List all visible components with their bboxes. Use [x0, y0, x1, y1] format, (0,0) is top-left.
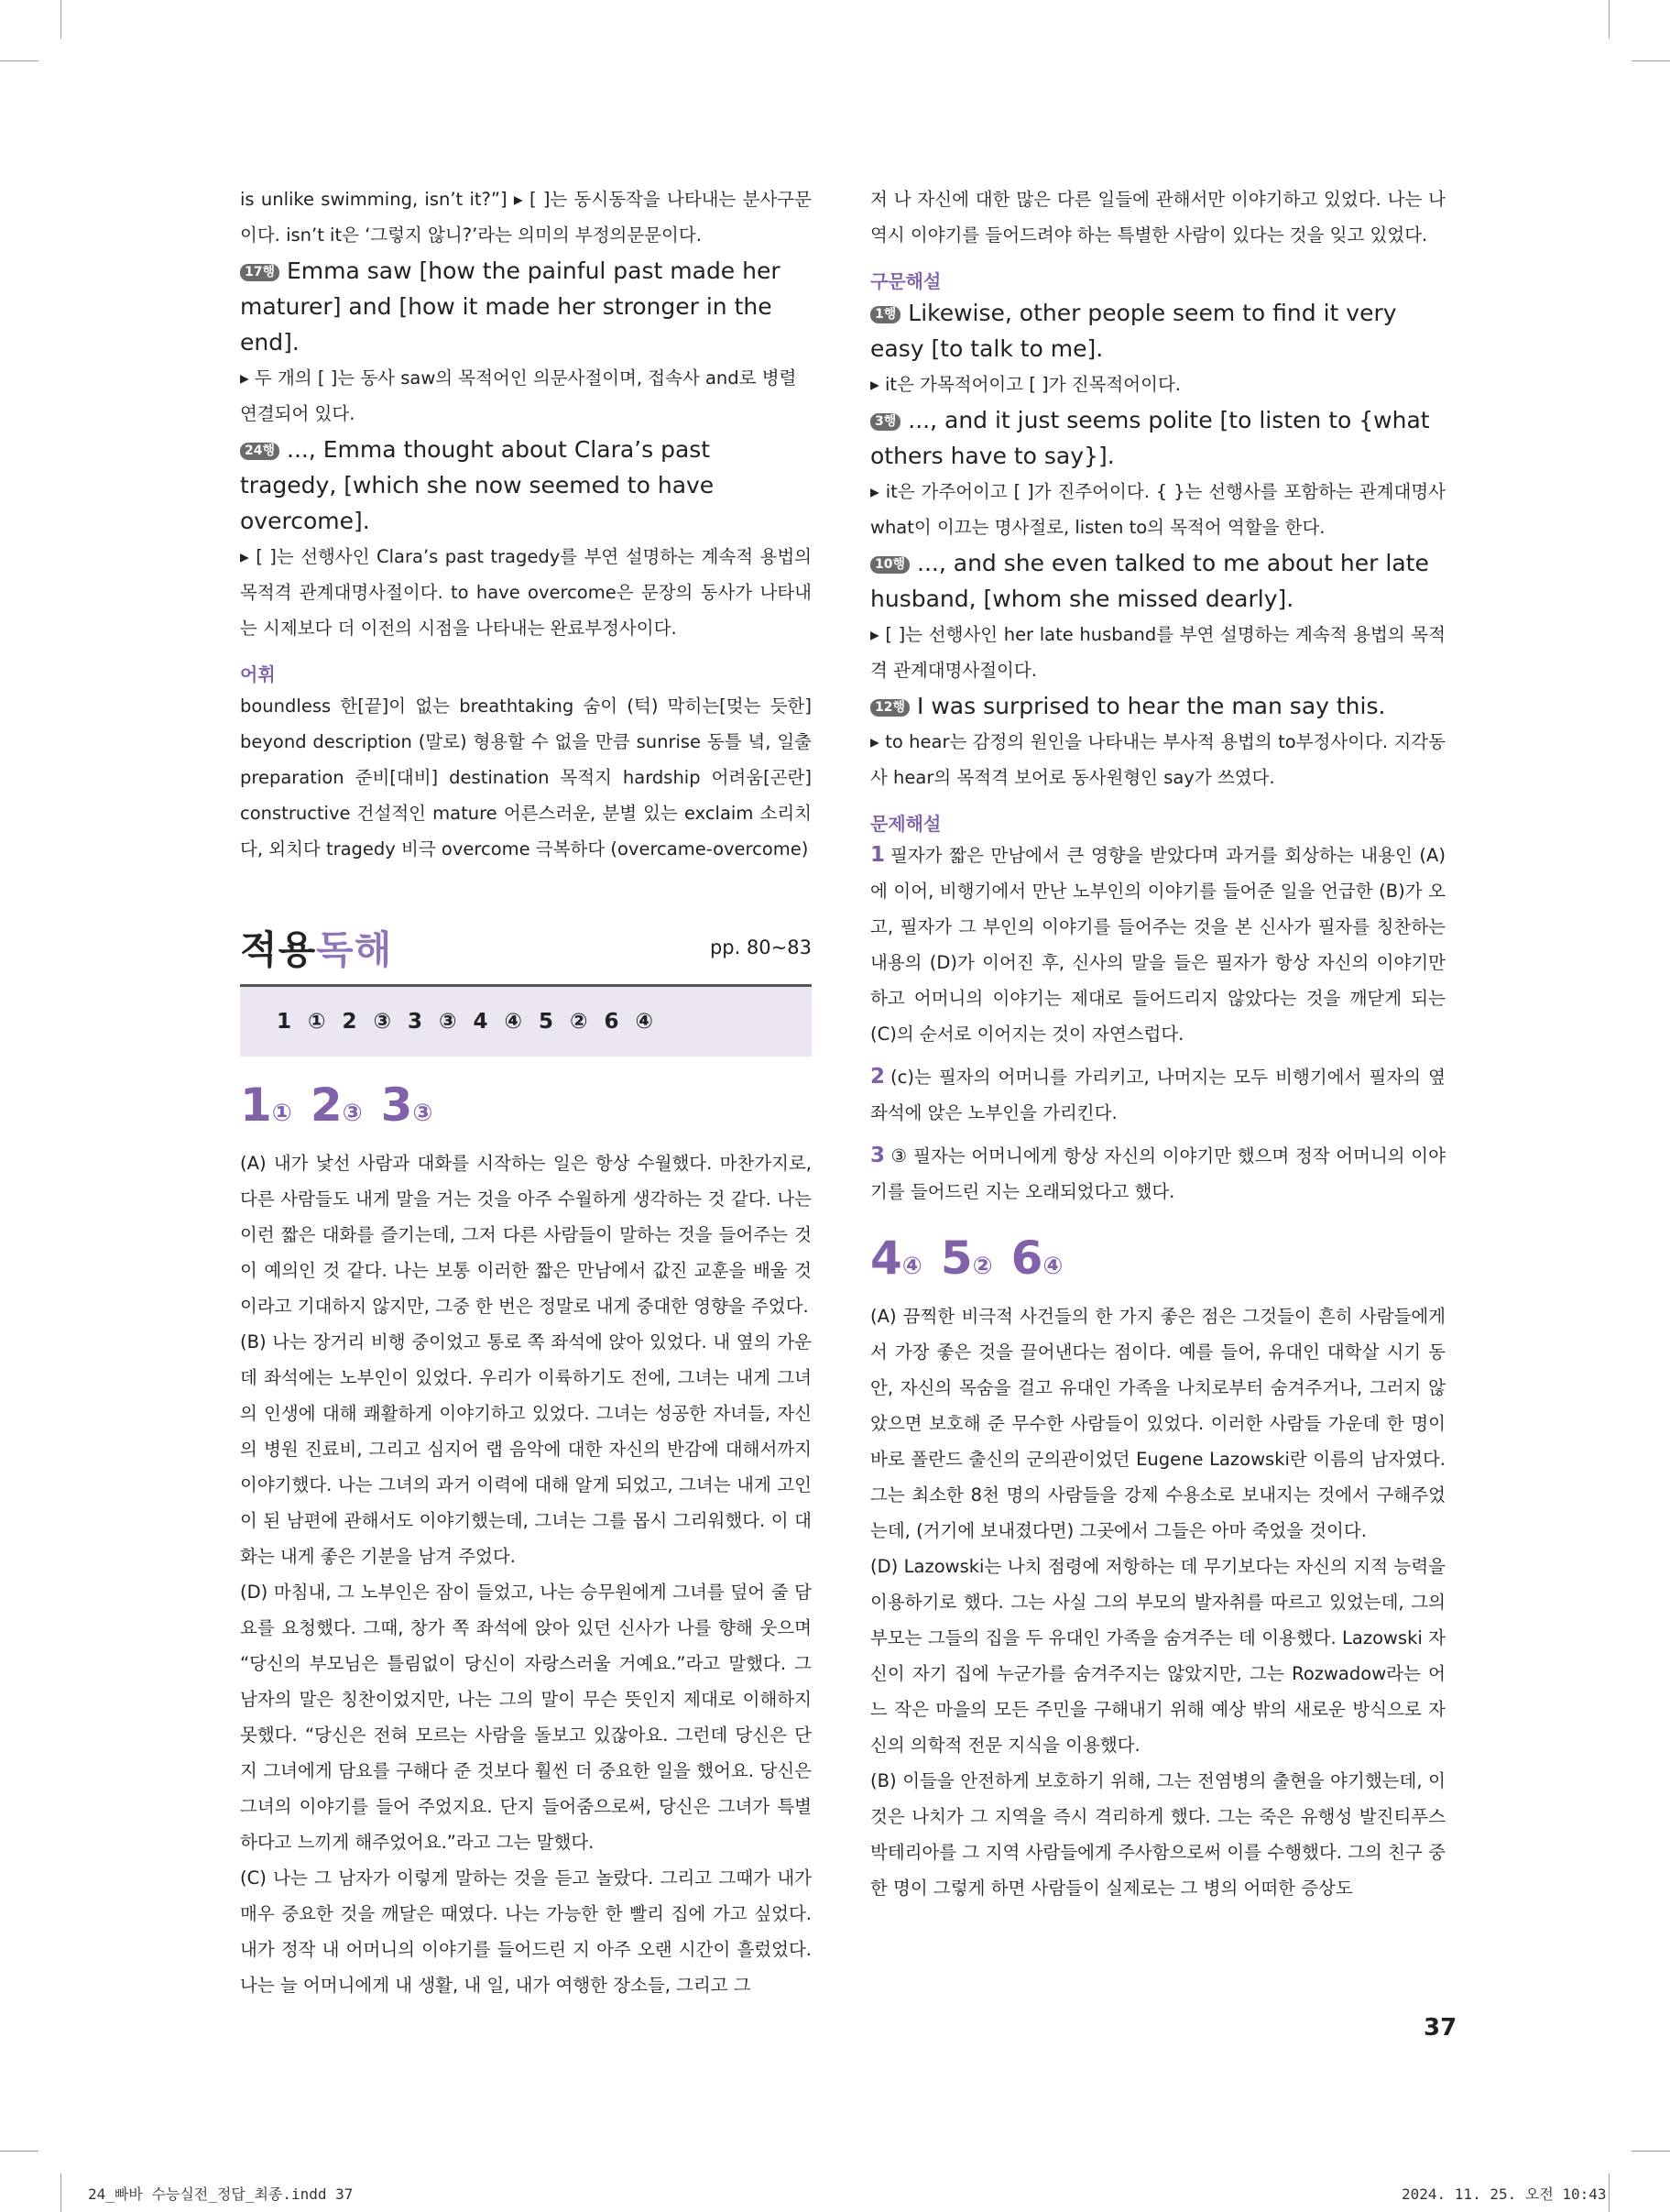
grammar-sentence: I was surprised to hear the man say this. [917, 693, 1386, 719]
translation-paragraph-b: (B) 나는 장거리 비행 중이었고 통로 쪽 좌석에 앉아 있었다. 내 옆의 가운데 좌석에는 노부인이 있었다. 우리가 이륙하기도 전에, 그녀는 내게 그녀의 인생에 대해 쾌활하게 이야기하고 있었다. 그녀는 성공한 자녀들, 자신의 병원 진료비, 그리고 심지어 랩 음악에 대한 자신의 반감에 대해서까지 이야기했다. 나는 그녀의 과거 이력에 대해 알게 되었고, 그녀는 내게 고인이 된 남편에 관해서도 이야기했는데, 그녀는 그를 몹시 그리워했다. 이 대화는 내게 좋은 기분을 남겨 주었다. [240, 1331, 812, 1567]
line-badge: 1행 [870, 306, 900, 323]
q-answer: ② [972, 1253, 993, 1280]
left-column [240, 181, 812, 2003]
translation-paragraph-d: (D) 마침내, 그 노부인은 잠이 들었고, 나는 승무원에게 그녀를 덮어 줄 담요를 요청했다. 그때, 창가 쪽 좌석에 앉아 있던 신사가 나를 향해 웃으며 “당신의 부모님은 틀림없이 당신이 자랑스러울 거예요.”라고 말했다. 그 남자의 말은 칭찬이었지만, 나는 그의 말이 무슨 뜻인지 제대로 이해하지 못했다. “당신은 전혀 모르는 사람을 돌보고 있잖아요. 그런데 당신은 단지 그녀에게 담요를 구해다 준 것보다 훨씬 더 중요한 일을 했어요. 당신은 그녀의 이야기를 들어 주었지요. 단지 들어줌으로써, 당신은 그녀가 특별하다고 느끼게 해주었어요.”라고 그는 말했다. [240, 1582, 812, 1853]
question-numbers [870, 1226, 1446, 1298]
grammar-note-continued: is unlike swimming, isn’t it?”] ▸ [ ]는 동시동작을 나타내는 분사구문이다. isn’t it은 ‘그렇지 않니?’라는 의미의 부정의문문이다. [240, 189, 812, 246]
grammar-item-17 [240, 253, 812, 360]
grammar-item-3 [870, 402, 1446, 474]
vocab-section-title: 어휘 [240, 663, 276, 685]
grammar-sentence: ..., Emma thought about Clara’s past tragedy, [which she now seemed to have overcome]. [240, 436, 715, 534]
explanation-section-title: 문제해설 [870, 813, 942, 835]
answer-number: 3 [870, 1144, 886, 1167]
grammar-item-24 [240, 432, 812, 539]
page-range: pp. 80~83 [709, 936, 812, 958]
answer-number: 1 [870, 843, 886, 867]
question-numbers [240, 1073, 812, 1145]
heading-part-2: 독해 [316, 927, 393, 972]
grammar-sentence: ..., and she even talked to me about her late husband, [whom she missed dearly]. [870, 550, 1429, 612]
crop-mark [1609, 0, 1610, 38]
line-badge: 3행 [870, 413, 900, 431]
answer-explanation-3 [870, 1138, 1446, 1210]
crop-mark [0, 60, 38, 61]
grammar-sentence: ..., and it just seems polite [to listen to {what others have to say}]. [870, 407, 1430, 469]
crop-mark [1632, 2151, 1670, 2152]
crop-mark [1632, 60, 1670, 61]
answer-explanation-2 [870, 1059, 1446, 1131]
q-number: 2 [310, 1079, 343, 1132]
crop-mark [60, 2174, 61, 2212]
answer-explanation-1 [870, 838, 1446, 1052]
grammar-sentence: Emma saw [how the painful past made her maturer] and [how it made her stronger in the end]. [240, 257, 780, 356]
q-number: 6 [1010, 1232, 1043, 1285]
q-number: 3 [380, 1079, 413, 1132]
grammar-explanation: ▸ to hear는 감정의 원인을 나타내는 부사적 용법의 to부정사이다. 지각동사 hear의 목적격 보어로 동사원형인 say가 쓰였다. [870, 731, 1446, 788]
grammar-explanation: ▸ [ ]는 선행사인 Clara’s past tragedy를 부연 설명하는 계속적 용법의 목적격 관계대명사절이다. to have overcome은 문장의 동사가 나타내는 시제보다 더 이전의 시점을 나타내는 완료부정사이다. [240, 546, 812, 639]
line-badge: 10행 [870, 556, 910, 574]
line-badge: 12행 [870, 699, 910, 717]
grammar-explanation: ▸ it은 가주어이고 [ ]가 진주어이다. { }는 선행사를 포함하는 관계대명사 what이 이끄는 명사절로, listen to의 목적어 역할을 한다. [870, 481, 1446, 538]
crop-mark [0, 2151, 38, 2152]
answer-text: ③ 필자는 어머니에게 항상 자신의 이야기만 했으며 정작 어머니의 이야기를 들어드린 지는 오래되었다고 했다. [870, 1145, 1446, 1202]
translation-continued: 저 나 자신에 대한 많은 다른 일들에 관해서만 이야기하고 있었다. 나는 나 역시 이야기를 들어드려야 하는 특별한 사람이 있다는 것을 잊고 있었다. [870, 189, 1446, 246]
grammar-explanation: ▸ it은 가목적어이고 [ ]가 진목적어이다. [870, 374, 1181, 395]
answer-text: (c)는 필자의 어머니를 가리키고, 나머지는 모두 비행기에서 필자의 옆 좌석에 앉은 노부인을 가리킨다. [870, 1067, 1446, 1123]
line-badge: 24행 [240, 443, 279, 460]
line-badge: 17행 [240, 264, 279, 281]
answer-number: 2 [870, 1065, 886, 1089]
footer-timestamp: 2024. 11. 25. 오전 10:43 [1402, 2185, 1607, 2203]
translation-paragraph-a2: (A) 끔찍한 비극적 사건들의 한 가지 좋은 점은 그것들이 흔히 사람들에게서 가장 좋은 것을 끌어낸다는 점이다. 예를 들어, 유대인 대학살 시기 동안, 자신의 목숨을 걸고 유대인 가족을 나치로부터 숨겨주거나, 그러지 않았으면 보호해 준 무수한 사람들이 있었다. 이러한 사람들 가운데 한 명이 바로 폴란드 출신의 군의관이었던 Eugene Lazowski란 이름의 남자였다. 그는 최소한 8천 명의 사람들을 강제 수용소로 보내지는 것에서 구해주었는데, (거기에 보내졌다면) 그곳에서 그들은 아마 죽었을 것이다. [870, 1306, 1446, 1541]
grammar-explanation: ▸ 두 개의 [ ]는 동사 saw의 목적어인 의문사절이며, 접속사 and로 병렬 연결되어 있다. [240, 367, 797, 424]
q-answer: ④ [901, 1253, 922, 1280]
grammar-explanation: ▸ [ ]는 선행사인 her late husband를 부연 설명하는 계속적 용법의 목적격 관계대명사절이다. [870, 624, 1446, 681]
translation-paragraph-c: (C) 나는 그 남자가 이렇게 말하는 것을 듣고 놀랐다. 그리고 그때가 내가 매우 중요한 것을 깨달은 때였다. 나는 가능한 한 빨리 집에 가고 싶었다. 내가 정작 내 어머니의 이야기를 들어드린 지 아주 오랜 시간이 흘렀었다. 나는 늘 어머니에게 내 생활, 내 일, 내가 여행한 장소들, 그리고 그 [240, 1867, 812, 1996]
crop-mark [60, 0, 61, 38]
heading-part-1: 적용 [240, 927, 317, 972]
crop-mark [1609, 2174, 1610, 2212]
q-number: 1 [240, 1079, 272, 1132]
q-answer: ④ [1042, 1253, 1064, 1280]
translation-paragraph-d2: (D) Lazowski는 나치 점령에 저항하는 데 무기보다는 자신의 지적 능력을 이용하기로 했다. 그는 사실 그의 부모의 발자취를 따르고 있었는데, 그의 부모는 그들의 집을 두 유대인 가족을 숨겨주는 데 이용했다. Lazowski 자신이 자기 집에 누군가를 숨겨주지는 않았지만, 그는 Rozwadow라는 어느 작은 마을의 모든 주민을 구해내기 위해 예상 밖의 새로운 방식으로 자신의 의학적 전문 지식을 이용했다. [870, 1556, 1446, 1756]
grammar-sentence: Likewise, other people seem to find it very easy [to talk to me]. [870, 300, 1397, 362]
q-number: 4 [870, 1232, 902, 1285]
page-number: 37 [1424, 2014, 1457, 2042]
footer-file-info: 24_빠바 수능실전_정답_최종.indd 37 [88, 2185, 354, 2203]
grammar-item-12 [870, 688, 1446, 724]
q-number: 5 [940, 1232, 973, 1285]
grammar-section-title: 구문해설 [870, 270, 942, 292]
translation-paragraph-a: (A) 내가 낯선 사람과 대화를 시작하는 일은 항상 수월했다. 마찬가지로, 다른 사람들도 내게 말을 거는 것을 아주 수월하게 생각하는 것 같다. 나는 이런 짧은 대화를 즐기는데, 그저 다른 사람들이 말하는 것을 들어주는 것이 예의인 것 같다. 나는 보통 이러한 짧은 만남에서 값진 교훈을 배울 것이라고 기대하지 않지만, 그중 한 번은 정말로 내게 중대한 영향을 주었다. [240, 1153, 812, 1317]
translation-paragraph-b2: (B) 이들을 안전하게 보호하기 위해, 그는 전염병의 출현을 야기했는데, 이것은 나치가 그 지역을 즉시 격리하게 했다. 그는 죽은 유행성 발진티푸스 박테리아를 그 지역 사람들에게 주사함으로써 이를 수행했다. 그의 친구 중 한 명이 그렇게 하면 사람들이 실제로는 그 병의 어떠한 증상도 [870, 1770, 1446, 1899]
q-answer: ③ [342, 1100, 363, 1127]
section-heading [240, 920, 812, 977]
q-answer: ③ [412, 1100, 433, 1127]
answer-key-bar: 1 ① 2 ③ 3 ③ 4 ④ 5 ② 6 ④ [240, 984, 812, 1057]
grammar-item-1 [870, 295, 1446, 367]
grammar-item-10 [870, 545, 1446, 617]
right-column [870, 181, 1446, 1906]
answer-text: 필자가 짧은 만남에서 큰 영향을 받았다며 과거를 회상하는 내용인 (A)에 이어, 비행기에서 만난 노부인의 이야기를 들어준 일을 언급한 (B)가 오고, 필자가 그 부인의 이야기를 들어주는 것을 본 신사가 필자를 칭찬하는 내용의 (D)가 이어진 후, 신사의 말을 들은 필자가 항상 자신의 이야기만 하고 어머니의 이야기는 제대로 들어드리지 않았다는 것을 깨닫게 되는 (C)의 순서로 이어지는 것이 자연스럽다. [870, 845, 1446, 1045]
vocab-list: boundless 한[끝]이 없는 breathtaking 숨이 (턱) 막히는[멎는 듯한] beyond description (말로) 형용할 수 없을 만큼 sunrise 동틀 녘, 일출 preparation 준비[대비] destination 목적지 hardship 어려움[곤란] constructive 건설적인 mature 어른스러운, 분별 있는 exclaim 소리치다, 외치다 tragedy 비극 overcome 극복하다 (overcame-overcome) [240, 695, 812, 860]
q-answer: ① [271, 1100, 292, 1127]
